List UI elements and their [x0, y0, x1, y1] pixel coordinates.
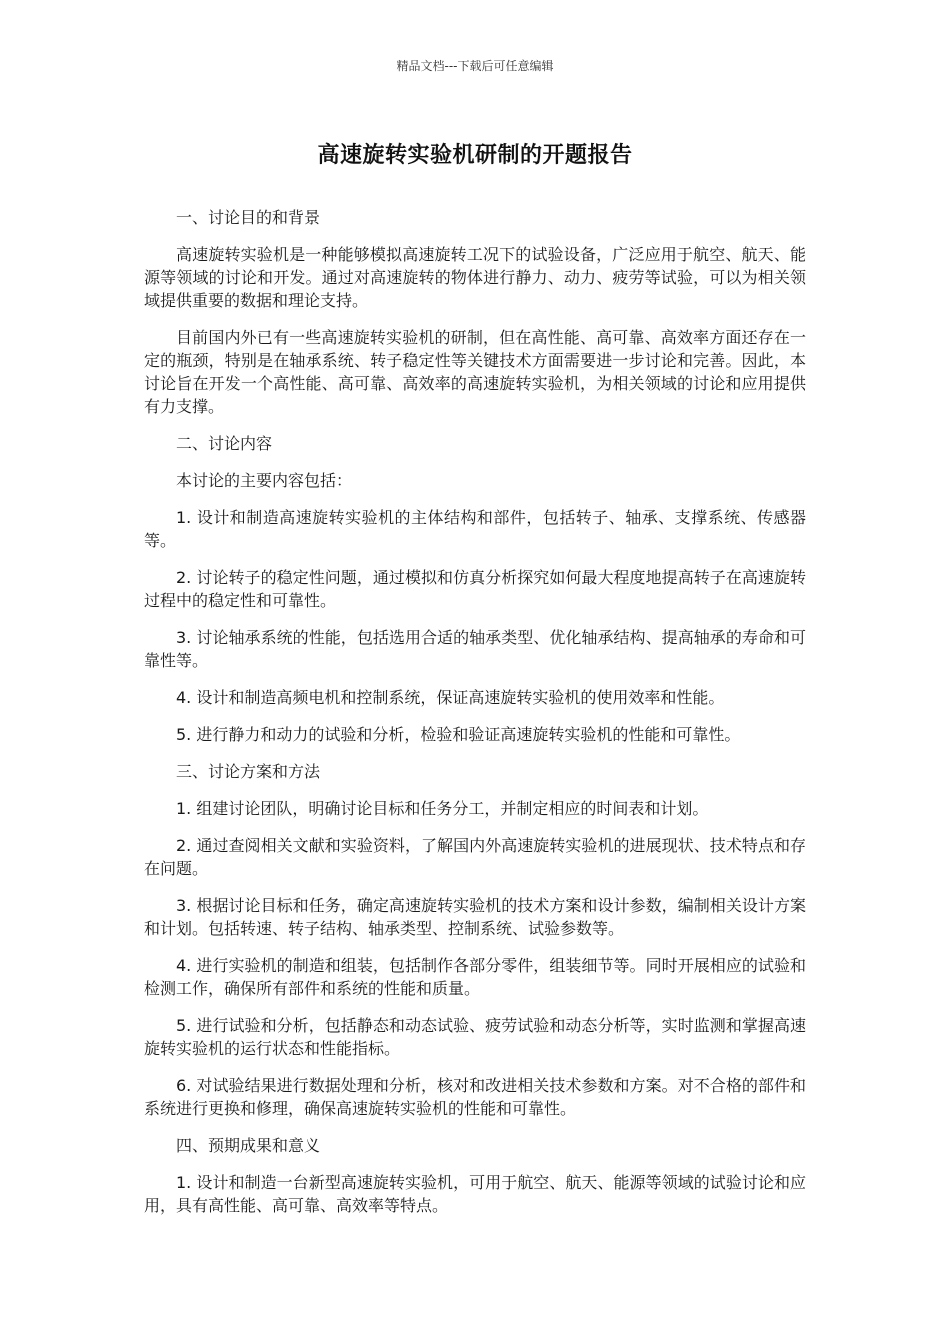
list-item: 2. 通过查阅相关文献和实验资料，了解国内外高速旋转实验机的进展现状、技术特点和存在问题。 — [144, 836, 806, 878]
header-note: 精品文档---下载后可任意编辑 — [396, 59, 554, 73]
section-heading: 四、预期成果和意义 — [176, 1136, 321, 1155]
section-heading: 二、讨论内容 — [176, 434, 273, 453]
paragraph: 本讨论的主要内容包括： — [176, 471, 353, 490]
list-item: 2. 讨论转子的稳定性问题，通过模拟和仿真分析探究如何最大程度地提高转子在高速旋转过程中的稳定性和可靠性。 — [144, 568, 806, 610]
list-item: 1. 设计和制造高速旋转实验机的主体结构和部件，包括转子、轴承、支撑系统、传感器等。 — [144, 508, 806, 550]
section-heading: 三、讨论方案和方法 — [176, 762, 321, 781]
list-item: 1. 设计和制造一台新型高速旋转实验机，可用于航空、航天、能源等领域的试验讨论和应用，具有高性能、高可靠、高效率等特点。 — [144, 1173, 806, 1215]
list-item: 5. 进行试验和分析，包括静态和动态试验、疲劳试验和动态分析等，实时监测和掌握高速旋转实验机的运行状态和性能指标。 — [144, 1016, 806, 1058]
document-body — [144, 206, 806, 1231]
list-item: 3. 讨论轴承系统的性能，包括选用合适的轴承类型、优化轴承结构、提高轴承的寿命和可靠性等。 — [144, 628, 806, 670]
list-item: 4. 进行实验机的制造和组装，包括制作各部分零件，组装细节等。同时开展相应的试验和检测工作，确保所有部件和系统的性能和质量。 — [144, 956, 806, 998]
list-item: 4. 设计和制造高频电机和控制系统，保证高速旋转实验机的使用效率和性能。 — [176, 688, 725, 707]
paragraph: 目前国内外已有一些高速旋转实验机的研制，但在高性能、高可靠、高效率方面还存在一定的瓶颈，特别是在轴承系统、转子稳定性等关键技术方面需要进一步讨论和完善。因此，本讨论旨在开发一个高性能、高可靠、高效率的高速旋转实验机，为相关领域的讨论和应用提供有力支撑。 — [144, 328, 806, 416]
paragraph: 高速旋转实验机是一种能够模拟高速旋转工况下的试验设备，广泛应用于航空、航天、能源等领域的讨论和开发。通过对高速旋转的物体进行静力、动力、疲劳等试验，可以为相关领域提供重要的数据和理论支持。 — [144, 245, 806, 310]
list-item: 3. 根据讨论目标和任务，确定高速旋转实验机的技术方案和设计参数，编制相关设计方案和计划。包括转速、转子结构、轴承类型、控制系统、试验参数等。 — [144, 896, 806, 938]
document-title: 高速旋转实验机研制的开题报告 — [317, 143, 633, 168]
list-item: 5. 进行静力和动力的试验和分析，检验和验证高速旋转实验机的性能和可靠性。 — [176, 725, 741, 744]
section-heading: 一、讨论目的和背景 — [176, 208, 321, 227]
list-item: 6. 对试验结果进行数据处理和分析，核对和改进相关技术参数和方案。对不合格的部件和系统进行更换和修理，确保高速旋转实验机的性能和可靠性。 — [144, 1076, 806, 1118]
list-item: 1. 组建讨论团队，明确讨论目标和任务分工，并制定相应的时间表和计划。 — [176, 799, 709, 818]
